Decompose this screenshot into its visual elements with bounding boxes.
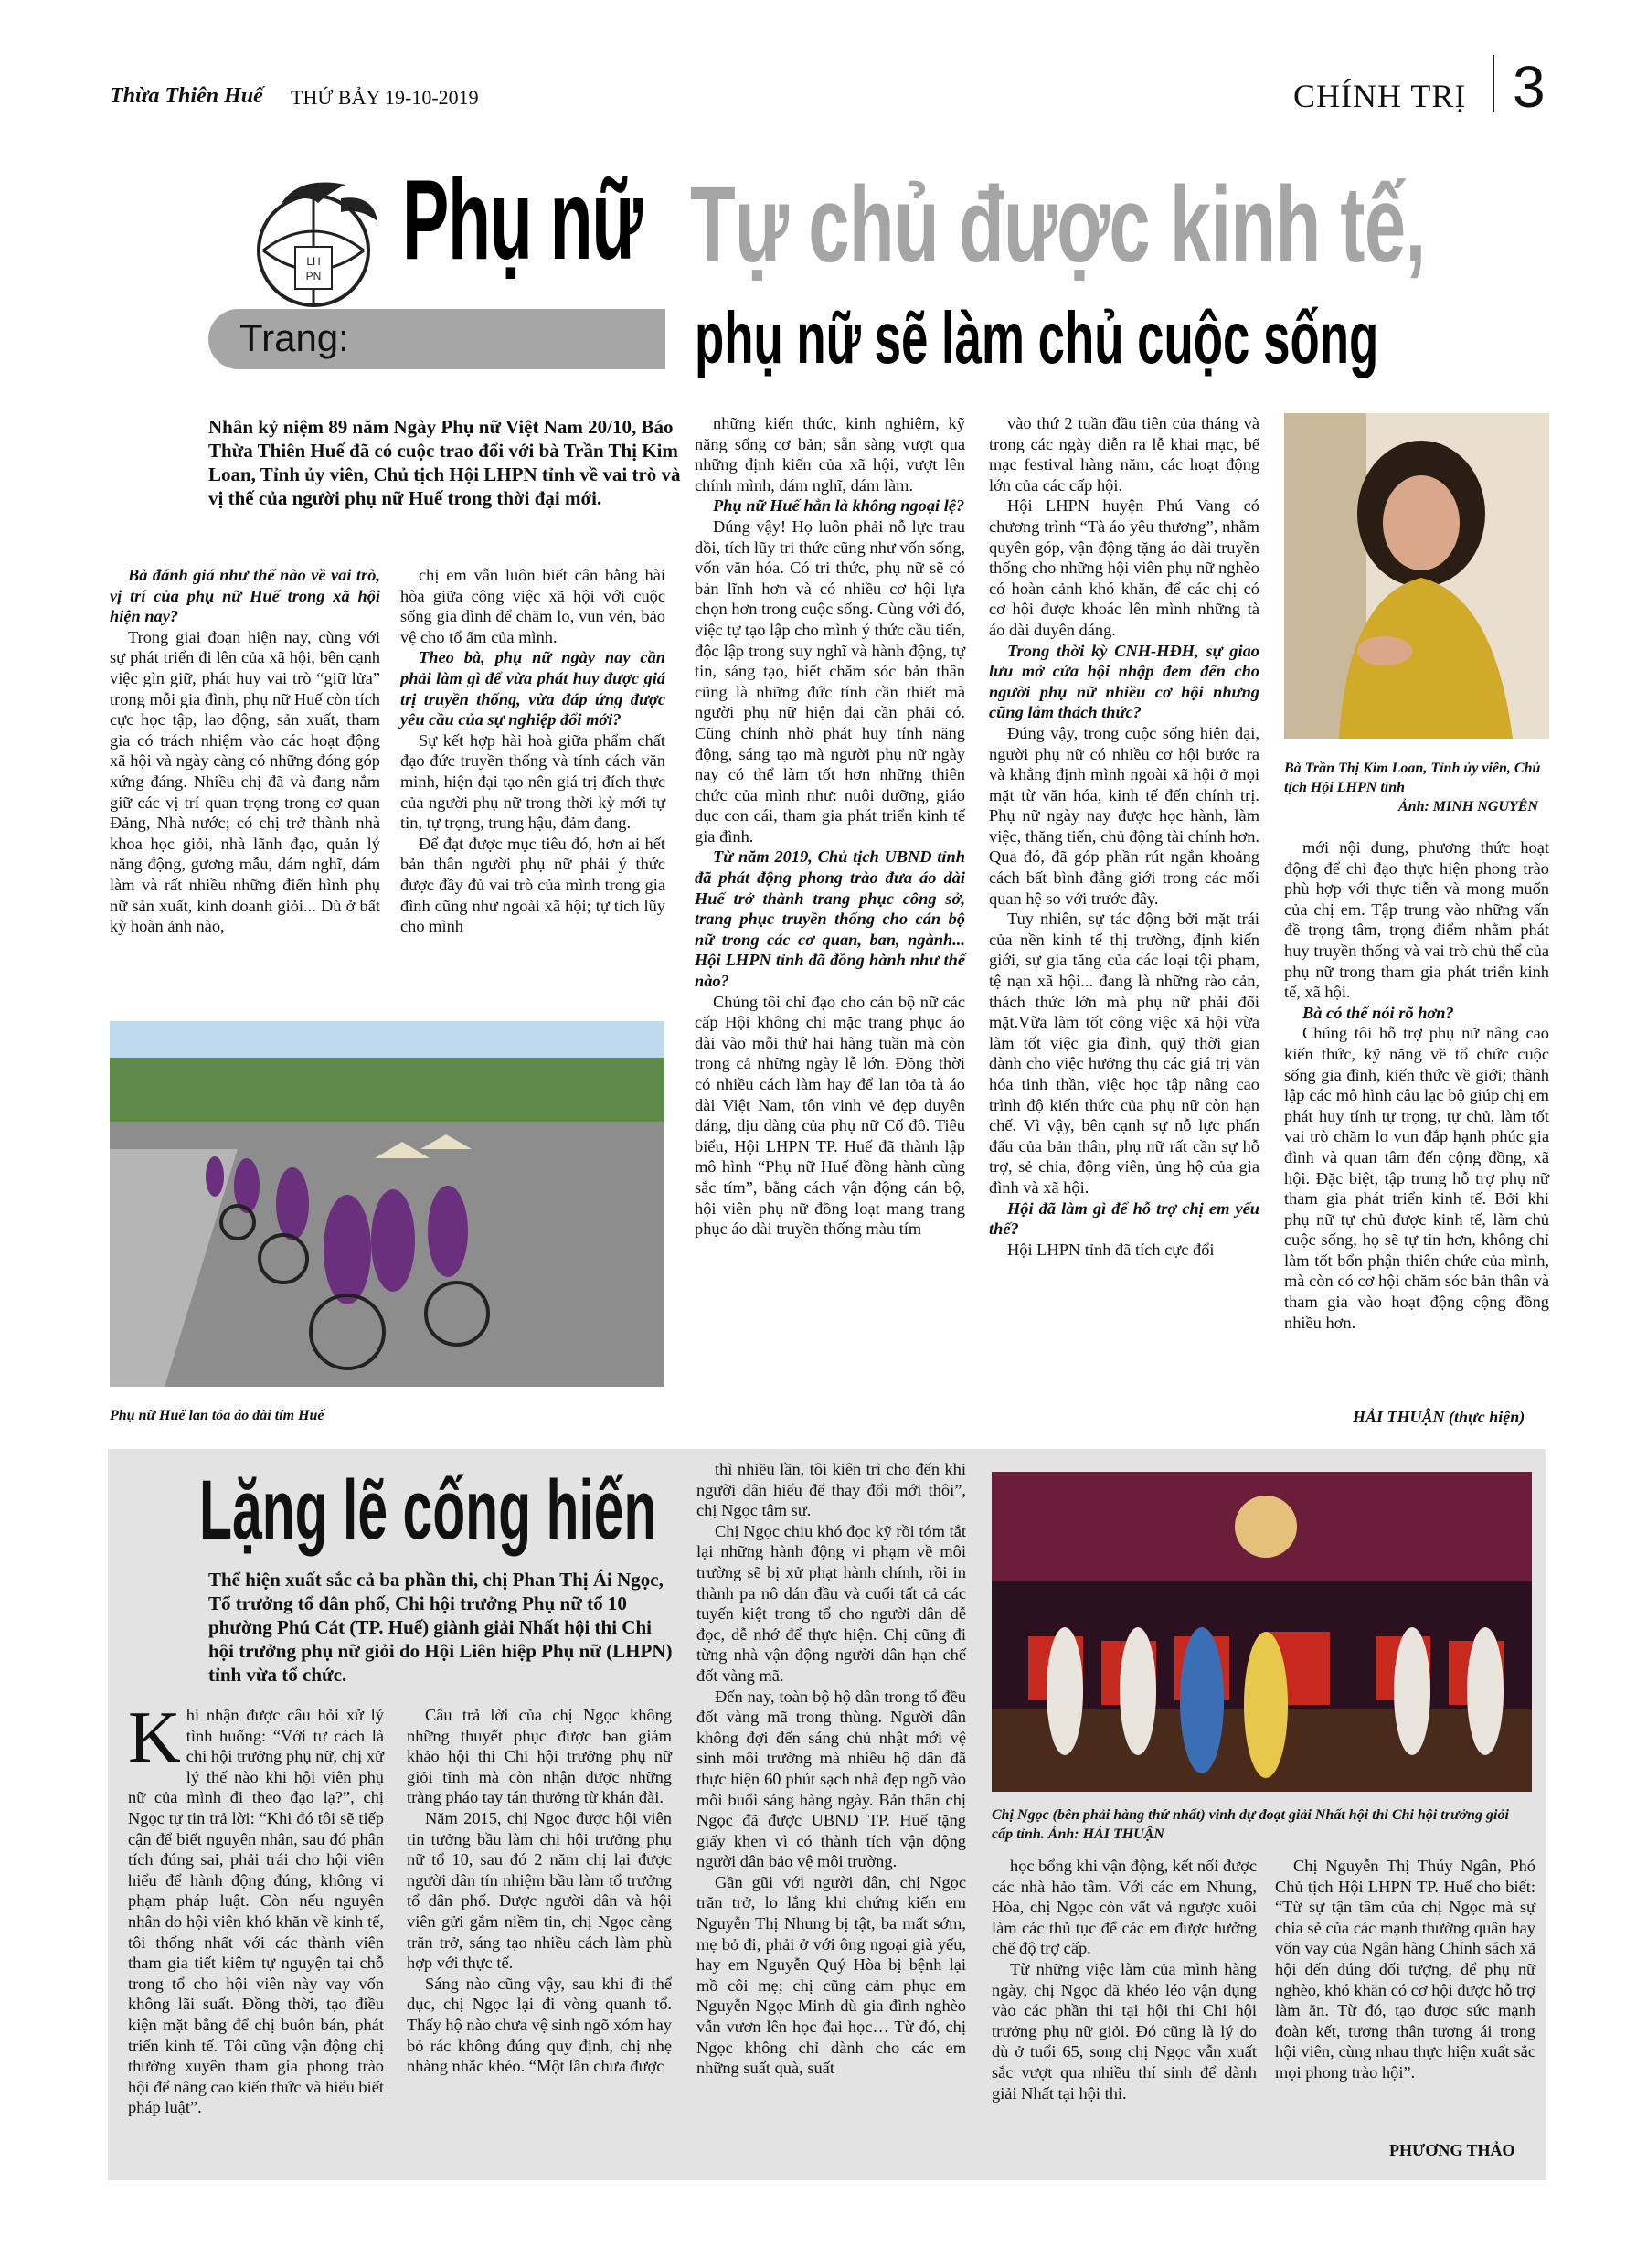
issue-date: THỨ BẢY 19-10-2019 — [291, 86, 479, 109]
paragraph: Đến nay, toàn bộ hộ dân trong tổ đều đốt vàng mã trong thùng. Người dân không đợi đến sáng chủ nhật mới vệ sinh môi trường mà nhiều hộ dân đã thực hiện 60 phút sạch nhà đẹp ngõ vào mỗi buổi sáng hàng ngày. Bản thân chị Ngọc đã được UBND TP. Huế tặng giấy khen vì có thành tích vận động người dân bảo vệ môi trường. — [696, 1687, 966, 1871]
svg-text:PN: PN — [305, 270, 322, 282]
paragraph: Trong thời kỳ CNH-HĐH, sự giao lưu mở cửa hội nhập đem đến cho người phụ nữ nhiều cơ hội nhưng cũng lắm thách thức? — [989, 641, 1259, 722]
article2-byline: PHƯƠNG THẢO — [1389, 2141, 1515, 2159]
paragraph: Chúng tôi hỗ trợ phụ nữ nâng cao kiến thức, kỹ năng về tổ chức cuộc sống gia đình, kiến thức về giới; thành lập các mô hình câu lạc bộ giúp chị em phát huy tính tự trọng, tự chủ, làm tốt vai trò chăm lo vun đắp hạnh phúc gia đình và quan tâm đến cộng đồng, xã hội. Đặc biệt, tập trung hỗ trợ phụ nữ tham gia phát triển kinh tế. Bởi khi phụ nữ tự chủ được kinh tế, làm chủ cuộc sống, họ sẽ tự tin hơn, không chỉ làm tốt bổn phận thiên chức của mình, mà còn có cơ hội chăm sóc bản thân và tham gia vào hoạt động cộng đồng nhiều hơn. — [1284, 1024, 1549, 1332]
article1-lead: Nhân kỷ niệm 89 năm Ngày Phụ nữ Việt Nam 20/10, Báo Thừa Thiên Huế đã có cuộc trao đổi với bà Trần Thị Kim Loan, Tỉnh ủy viên, Chủ tịch Hội LHPN tỉnh về vai trò và vị thế của người phụ nữ Huế trong thời đại mới. — [208, 416, 681, 509]
article1-col1 — [110, 565, 380, 937]
paragraph: Sáng nào cũng vậy, sau khi đi thể dục, chị Ngọc lại đi vòng quanh tổ. Thấy hộ nào chưa vệ sinh ngõ xóm hay bỏ rác không đúng quy định, chị nhẹ nhàng nhắc khéo. “Một lần chưa được — [407, 1974, 672, 2076]
header-divider — [1493, 55, 1494, 112]
paragraph: Trong giai đoạn hiện nay, cùng với sự phát triển đi lên của xã hội, bên cạnh việc gìn giữ, phát huy vai trò “giữ lửa” trong mỗi gia đình, phụ nữ Huế còn tích cực học tập, lao động, sản xuất, tham gia có trách nhiệm vào các hoạt động xã hội và ngày càng có những đóng góp xứng đáng. Nhiều chị đã và đang nắm giữ các vị trí quan trọng trong cơ quan Đảng, Nhà nước; có chị trở thành nhà khoa học giỏi, nhà lãnh đạo, quản lý năng động, gương mẫu, dám nghĩ, dám làm và rất nhiều những điển hình phụ nữ sản xuất, kinh doanh giỏi... Dù ở bất kỳ hoàn ảnh nào, — [110, 627, 380, 936]
photo1-caption: Phụ nữ Huế lan tỏa áo dài tím Huế — [110, 1408, 324, 1423]
paragraph: Tuy nhiên, sự tác động bởi mặt trái của nền kinh tế thị trường, định kiến giới, sự gia tăng của các loại tội phạm, tệ nạn xã hội... đang là những rào cản, thách thức lớn mà phụ nữ phải đối mặt.Vừa làm tốt công việc xã hội vừa làm tốt việc gia đình, quỹ thời gian dành cho việc hưởng thụ các giá trị văn hóa tinh thần, việc học tập nâng cao trình độ kiến thức của phụ nữ còn hạn chế. Vì vậy, bên cạnh sự nỗ lực phấn đấu của bản thân, phụ nữ rất cần sự hỗ trợ, sẻ chia, động viên, ủng hộ của gia đình và xã hội. — [989, 910, 1259, 1197]
paragraph: Bà đánh giá như thế nào về vai trò, vị trí của phụ nữ Huế trong xã hội hiện nay? — [110, 566, 380, 626]
paragraph: Chị Ngọc chịu khó đọc kỹ rồi tóm tắt lại những hành động vi phạm về môi trường sẽ bị xử phạt hành chính, rồi in thành pa nô dán đầu và cuối tất cả các tuyến kiệt trong tổ cho người dân dễ đọc, dễ nhớ để thực hiện. Chị cũng đi từng nhà vận động người dân hạn chế đốt vàng mã. — [696, 1521, 966, 1685]
paragraph: Sự kết hợp hài hoà giữa phẩm chất đạo đức truyền thống và tính cách văn minh, hiện đại tạo nên giá trị đích thực của người phụ nữ trong thời kỳ mới tự tin, tự trọng, trung hậu, đảm đang. — [400, 730, 665, 833]
portrait-caption: Bà Trần Thị Kim Loan, Tỉnh ủy viên, Chủ tịch Hội LHPN tỉnh — [1284, 761, 1541, 795]
portrait-photo — [1284, 413, 1549, 739]
paragraph: Đúng vậy! Họ luôn phải nỗ lực trau dồi, tích lũy tri thức cũng như vốn sống, vốn văn hóa. Có tri thức, phụ nữ sẽ có bản lĩnh hơn và có nhiều cơ hội lựa chọn hơn trong cuộc sống. Cùng với đó, việc tự tạo lập cho mình ý thức cầu tiến, độc lập trong suy nghĩ và hành động, tự tin, sáng tạo, biết chăm sóc bản thân cũng là những đức tính cần thiết mà người phụ nữ hiện đại cần phải có. Cũng chính nhờ phát huy tính năng động, sáng tạo mà người phụ nữ ngày nay có thể làm tốt hơn những thiên chức của mình như: nuôi dưỡng, giáo dục con cái, tham gia phát triển kinh tế gia đình. — [695, 516, 965, 846]
dropcap: K — [128, 1698, 181, 1778]
photo2-caption — [992, 1805, 1531, 1844]
paragraph: chị em vẫn luôn biết cân bằng hài hòa giữa công việc xã hội với cuộc sống gia đình để chăm lo, vun vén, bảo vệ cho tổ ấm của mình. — [400, 566, 665, 646]
paragraph: Bà có thể nói rõ hơn? — [1302, 1003, 1454, 1022]
svg-text:LH: LH — [306, 255, 321, 268]
article1-col3 — [695, 413, 965, 1240]
photo2-caption-text: Chị Ngọc (bên phải hàng thứ nhất) vinh dự đoạt giải Nhất hội thi Chi hội trưởng giỏi cấp tỉnh. — [992, 1807, 1509, 1842]
paragraph: Để đạt được mục tiêu đó, hơn ai hết bản thân người phụ nữ phải ý thức được đầy đủ vai trò của mình trong gia đình cũng như ngoài xã hội; tự tích lũy cho mình — [400, 834, 665, 936]
paragraph: những kiến thức, kinh nghiệm, kỹ năng sống cơ bản; sẵn sàng vượt qua những định kiến của xã hội, vượt lên chính mình, dám nghĩ, dám làm. — [695, 414, 965, 495]
paragraph: thì nhiều lần, tôi kiên trì cho đến khi người dân hiểu để thay đổi mới thôi”, chị Ngọc tâm sự. — [696, 1460, 966, 1520]
article2-col2 — [407, 1705, 672, 2077]
paragraph: vào thứ 2 tuần đầu tiên của tháng và trong các ngày diễn ra lễ khai mạc, bế mạc festival hàng năm, các hoạt động lớn của các cấp hội. — [989, 414, 1259, 495]
paragraph: Gần gũi với người dân, chị Ngọc trăn trở, lo lắng khi chứng kiến em Nguyễn Thị Nhung bị tật, ba mất sớm, mẹ bỏ đi, phải ở với ông ngoại già yếu, hay em Nguyễn Quý Hòa bị bệnh lại mồ côi mẹ; chị cũng cảm phục em Nguyễn Ngọc Minh dù gia đình nghèo vẫn vươn lên học đại học… Từ đó, chị Ngọc không chỉ dành cho các em những suất quà, suất — [696, 1872, 966, 2078]
section-name: CHÍNH TRỊ — [1293, 78, 1467, 114]
article2-title: Lặng lẽ cống hiến — [199, 1464, 657, 1557]
paragraph: học bổng khi vận động, kết nối được các nhà hảo tâm. Với các em Nhung, Hòa, chị Ngọc còn vất vả ngược xuôi làm các thủ tục để các em được hưởng chế độ trợ cấp. — [992, 1857, 1257, 1958]
paragraph: Theo bà, phụ nữ ngày nay cần phải làm gì để vừa phát huy được giá trị truyền thống, vừa đáp ứng được yêu cầu của sự nghiệp đổi mới? — [400, 648, 665, 729]
portrait-credit: Ảnh: MINH NGUYÊN — [1398, 799, 1538, 815]
paragraph: Đúng vậy, trong cuộc sống hiện đại, người phụ nữ có nhiều cơ hội bước ra và khẳng định mình ngoài xã hội ở mọi mặt từ văn hóa, kinh tế đến chính trị. Phụ nữ ngày nay được học hành, làm việc, thăng tiến, chủ động tài chính hơn. Qua đó, đã góp phần rút ngắn khoảng cách bất bình đẳng giới trong các mối quan hệ so với trước đây. — [989, 723, 1259, 908]
paragraph: Câu trả lời của chị Ngọc không những thuyết phục được ban giám khảo hội thi Chi hội trưởng phụ nữ giỏi tỉnh mà còn nhận được những tràng pháo tay tán thưởng từ khán đài. — [407, 1706, 672, 1807]
trang-label: Trang: — [239, 316, 349, 359]
paragraph: Hội đã làm gì để hỗ trợ chị em yếu thế? — [989, 1198, 1259, 1239]
article2-col3 — [696, 1459, 966, 2079]
article1-col2 — [400, 565, 665, 937]
paragraph: Hội LHPN huyện Phú Vang có chương trình “Tà áo yêu thương”, nhằm quyên góp, vận động tặng áo dài truyền thống cho những hội viên phụ nữ nghèo có hoàn cảnh khó khăn, để các chị có cơ hội được khoác lên mình những tà áo dài duyên dáng. — [989, 496, 1259, 639]
photo-award-ceremony — [992, 1472, 1532, 1792]
newspaper-name: Thừa Thiên Huế — [110, 84, 263, 108]
paragraph: Chúng tôi chỉ đạo cho cán bộ nữ các cấp Hội không chỉ mặc trang phục áo dài vào mỗi thứ hai hàng tuần mà còn trong cả những ngày lễ lớn. Đồng thời có nhiều cách làm hay để lan tỏa tà áo dài Việt Nam, tôn vinh vẻ đẹp duyên dáng, dịu dàng của phụ nữ Cố đô. Tiêu biểu, Hội LHPN TP. Huế đã thành lập mô hình “Phụ nữ Huế đồng hành cùng sắc tím”, bằng cách vận động cán bộ, hội viên phụ nữ đồng loạt mang trang phục áo dài truyền thống màu tím — [695, 992, 965, 1239]
photo-ao-dai-parade — [110, 1021, 664, 1387]
paragraph: Từ những việc làm của mình hàng ngày, chị Ngọc đã khéo léo vận dụng vào các phần thi tại hội thi Chi hội trưởng phụ nữ giỏi. Đó cũng là lý do dù ở tuổi 65, song chị Ngọc vẫn xuất sắc vượt qua nhiều thí sinh để dành giải Nhất tại hội thi. — [992, 1959, 1257, 2103]
section-title-phu-nu: Phụ nữ — [402, 157, 642, 283]
article2-col1-text: hi nhận được câu hỏi xử lý tình huống: “Với tư cách là chi hội trưởng phụ nữ, chị xử lý thế nào khi hội viên phụ nữ của mình đi theo đạo lạ?”, chị Ngọc tự tin trả lời: “Khi đó tôi sẽ tiếp cận để biết nguyên nhân, sau đó phân tích đúng sai, phải trái cho hội viên hiểu để hành động đúng, không vi phạm pháp luật. Còn nếu nguyên nhân do hội viên khó khăn về kinh tế, tôi thống nhất với các thành viên tham gia tiết kiệm tự nguyện tại chỗ trong tổ cho hội viên này vay vốn không lãi suất. Đồng thời, tạo điều kiện mặt bằng để chị buôn bán, phát triển kinh tế. Tôi cũng vận động chị thường xuyên tham gia phong trào hội để nâng cao kiến thức và hiểu biết pháp luật”. — [128, 1706, 384, 2117]
paragraph: Hội LHPN tỉnh đã tích cực đổi — [1007, 1240, 1215, 1259]
article1-headline-line2: phụ nữ sẽ làm chủ cuộc sống — [695, 297, 1379, 378]
paragraph: Từ năm 2019, Chủ tịch UBND tỉnh đã phát động phong trào đưa áo dài Huế trở thành trang phục công sở, trang phục truyền thống cho cán bộ nữ trong các cơ quan, ban, ngành... Hội LHPN tỉnh đã đồng hành như thế nào? — [695, 847, 965, 991]
article1-byline: HẢI THUẬN (thực hiện) — [1353, 1408, 1525, 1426]
paragraph: Chị Nguyễn Thị Thúy Ngân, Phó Chủ tịch Hội LHPN TP. Huế cho biết: “Từ sự tận tâm của chị Ngọc mà sự chia sẻ của các mạnh thường quân hay vốn vay của Ngân hàng Chính sách xã hội đến đúng đối tượng, để phụ nữ nghèo, khó khăn có cơ hội được hỗ trợ làm ăn. Từ đó, tạo được sức mạnh đoàn kết, tương thân tương ái trong hội viên, cùng nhau thực hiện xuất sắc mọi phong trào hội”. — [1275, 1857, 1535, 2082]
article2-col1 — [128, 1698, 384, 2118]
page-number: 3 — [1513, 54, 1546, 120]
paragraph: mới nội dung, phương thức hoạt động để chỉ đạo thực hiện phong trào phù hợp với thực tiễn và mong muốn của chị em. Tập trung vào những vấn đề trọng tâm, trọng điểm nhằm phát huy truyền thống và vai trò chủ thể của phụ nữ trong tham gia phát triển kinh tế, xã hội. — [1284, 838, 1549, 1002]
article1-col5 — [1284, 837, 1549, 1333]
paragraph: Năm 2015, chị Ngọc được hội viên tin tưởng bầu làm chi hội trưởng phụ nữ tổ 10, sau đó 2 năm chị lại được người dân tín nhiệm bầu làm tổ trưởng tổ dân phố. Được người dân và hội viên gửi gắm niềm tin, chị Ngọc càng trăn trở, sáng tạo nhiều cách làm phù hợp với thực tế. — [407, 1808, 672, 1973]
article2-col4 — [992, 1856, 1257, 2103]
article1-headline-line1: Tự chủ được kinh tế, — [690, 165, 1426, 285]
article2-col5 — [1275, 1856, 1535, 2083]
lhpn-logo-icon — [245, 176, 382, 320]
paragraph: Phụ nữ Huế hẳn là không ngoại lệ? — [713, 496, 965, 516]
article1-col4 — [989, 413, 1259, 1260]
article2-lead: Thể hiện xuất sắc cả ba phần thi, chị Phan Thị Ái Ngọc, Tổ trưởng tổ dân phố, Chi hội trưởng Phụ nữ tổ 10 phường Phú Cát (TP. Huế) giành giải Nhất hội thi Chi hội trưởng phụ nữ giỏi do Hội Liên hiệp Phụ nữ (LHPN) tỉnh vừa tổ chức. — [208, 1569, 673, 1686]
photo2-credit: Ảnh: HẢI THUẬN — [1047, 1826, 1164, 1842]
